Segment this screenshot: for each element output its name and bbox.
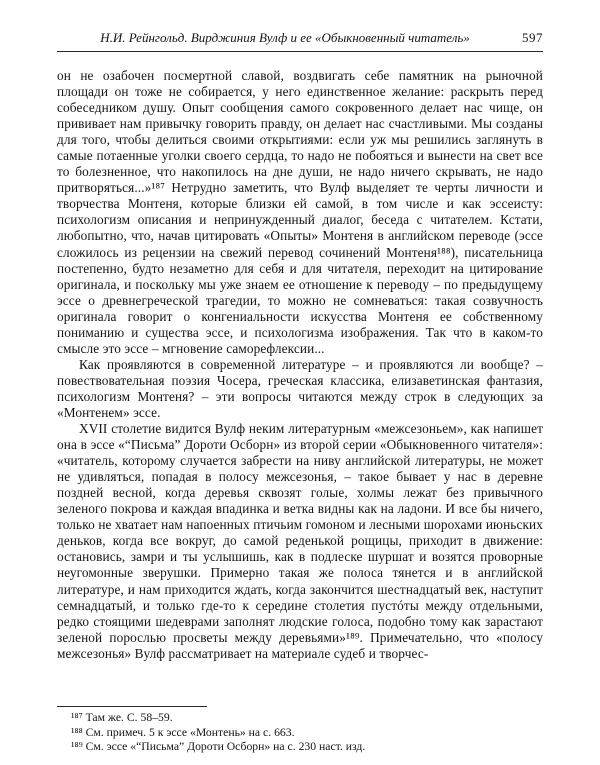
footnote: ¹⁸⁷ Там же. С. 58–59. — [71, 711, 173, 725]
running-title: Н.И. Рейнгольд. Вирджиния Вулф и ее «Обыкновенный читатель» — [100, 30, 470, 45]
footnote-separator — [57, 706, 207, 707]
body-text — [57, 68, 543, 662]
page-number: 597 — [522, 30, 543, 45]
header-rule — [57, 51, 543, 52]
body-paragraph: Как проявляются в современной литературе – и проявляются ли вообще? – повествовательная поэзия Чосера, греческая классика, елизаветинская фантазия, психологизм Монтеня? – эти вопросы читаются между строк в следующих за «Монтенем» эссе. — [57, 356, 543, 420]
body-paragraph: XVII столетие видится Вулф неким литературным «межсезоньем», как напишет она в эссе «“Письма” Дороти Осборн» из второй серии «Обыкновенного читателя»: «читатель, которому случается забрести на ниву английской литературы, не может не удивляться, попадая в полосу межсезонья, – такое бывает у нас в деревне поздней весной, когда деревья сквозят голые, холмы лежат без привычного зеленого покрова и каждая впадинка и ветка видны как на ладони. И все бы ничего, только не хватает нам напоенных птичьим гомоном и лесными шорохами июньских деньков, когда все вокруг, до самой реденькой рощицы, приходит в движение: остановись, замри и ты услышишь, как в подлеске шуршат и возятся проворные неугомонные зверушки. Примерно такая же полоса тянется и в английской литературе, и нам приходится ждать, когда закончится шестнадцатый век, наступит семнадцатый, и только где-то к середине столетия пустóты между отдельными, редко стоящими шедеврами заполнят людские голоса, подобно тому как зарастают зеленой порослью просветы между деревьями»¹⁸⁹. Примечательно, что «полосу межсезонья» Вулф рассматривает на материале судеб и творчес- — [57, 421, 543, 661]
footnote: ¹⁸⁹ См. эссе «“Письма” Дороти Осборн» на с. 230 наст. изд. — [71, 740, 366, 754]
body-paragraph: он не озабочен посмертной славой, воздвигать себе памятник на рыночной площади он тоже не собирается, у него единственное желание: раскрыть перед собеседником душу. Опыт сообщения самого сокровенного делает нас чище, он прививает нам привычку говорить правду, он делает нас счастливыми. Мы созданы для того, чтобы делиться своими открытиями: если уж мы решились заглянуть в самые потаенные уголки своего сердца, то надо не побояться и вынести на свет все то болезненное, что накопилось на дне души, не надо ничего скрывать, не надо притворяться...»¹⁸⁷ Нетрудно заметить, что Вулф выделяет те черты личности и творчества Монтеня, которые близки ей самой, в том числе и как эссеисту: психологизм описания и непринужденный диалог, беседа с читателем. Кстати, любопытно, что, начав цитировать «Опыты» Монтеня в английском переводе (эссе сложилось из рецензии на свежий перевод сочинений Монтеня¹⁸⁸), писательница постепенно, будто незаметно для себя и для читателя, переходит на цитирование оригинала, и поскольку мы уже знаем ее отношение к переводу – по предыдущему эссе о древнегреческой трагедии, то можно не сомневаться: такая созвучность оригинала говорит о конгениальности искусства Монтеня ее собственному пониманию и существа эссе, и психологизма изображения. Так что в каком-то смысле это эссе – мгновение саморефлексии... — [57, 68, 543, 356]
running-header — [57, 30, 543, 46]
footnotes-block — [57, 706, 543, 755]
footnote: ¹⁸⁸ См. примеч. 5 к эссе «Монтень» на с. 663. — [71, 725, 295, 739]
